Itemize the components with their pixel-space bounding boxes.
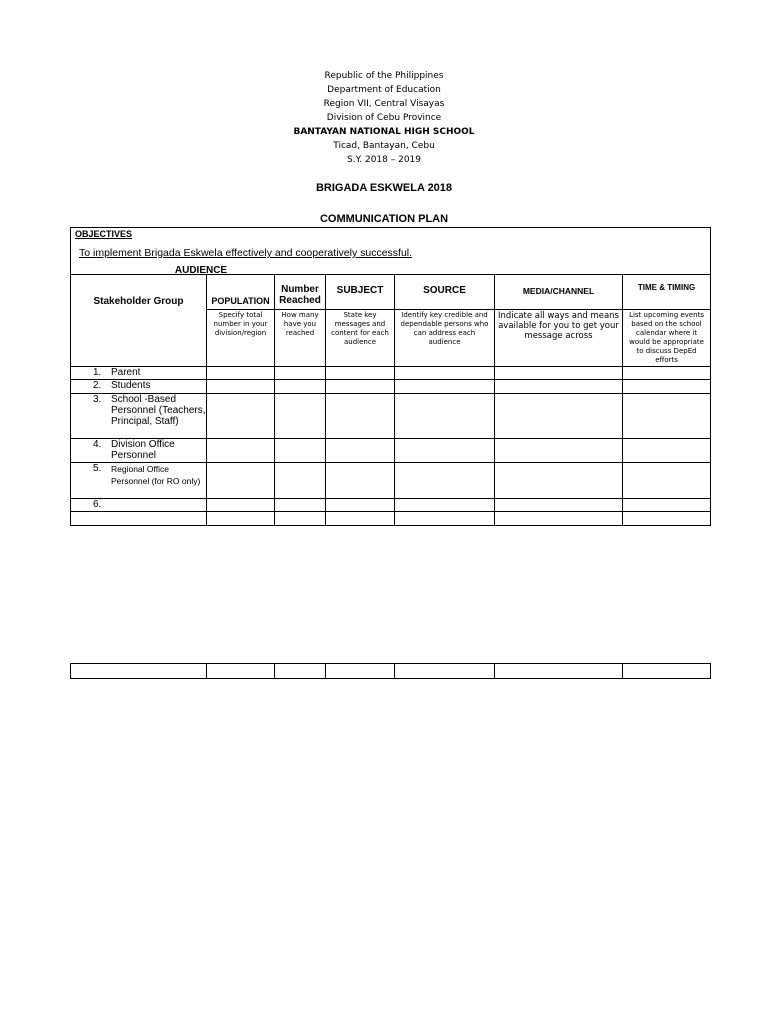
table-cell <box>326 512 395 526</box>
population-description-text: Specify total number in your division/region <box>213 311 268 337</box>
table-cell <box>275 367 326 380</box>
table-cell <box>623 463 711 499</box>
table-cell <box>495 394 623 439</box>
time-header-label: TIME & TIMING <box>637 283 696 292</box>
table-cell <box>495 380 623 394</box>
table-cell <box>275 664 326 679</box>
table-cell <box>623 394 711 439</box>
table-row <box>71 380 711 394</box>
media-description-text: Indicate all ways and means available for you to get your message across <box>498 311 619 341</box>
row-label <box>71 439 206 461</box>
media-header <box>495 275 623 310</box>
table-cell <box>207 499 275 512</box>
table-cell <box>395 512 495 526</box>
table-cell <box>71 512 207 526</box>
table-cell <box>623 664 711 679</box>
table-cell <box>207 512 275 526</box>
table-cell <box>275 380 326 394</box>
subject-header-label: SUBJECT <box>336 285 384 296</box>
table-cell <box>207 439 275 463</box>
continuation-table <box>70 663 711 679</box>
subject-header <box>326 275 395 310</box>
table-row <box>71 512 711 526</box>
row-label-cell <box>71 367 207 380</box>
table-cell <box>275 463 326 499</box>
header-department: Department of Education <box>327 85 441 95</box>
table-row <box>71 463 711 499</box>
row-number: 2. <box>93 380 102 391</box>
table-cell <box>395 394 495 439</box>
row-label-text: Regional Office Personnel (for RO only) <box>111 464 201 486</box>
table-cell <box>623 380 711 394</box>
table-cell <box>623 512 711 526</box>
row-number: 5. <box>93 463 102 474</box>
row-label-cell <box>71 394 207 439</box>
table-cell <box>326 367 395 380</box>
number-reached-description <box>275 310 326 367</box>
header-region: Region VII, Central Visayas <box>323 99 445 109</box>
table-cell <box>395 380 495 394</box>
row-label <box>71 367 206 378</box>
table-cell <box>326 499 395 512</box>
table-cell <box>495 463 623 499</box>
table-cell <box>326 463 395 499</box>
number-reached-header-label: Number Reached <box>279 284 321 306</box>
row-label-text: Parent <box>111 367 141 378</box>
table-cell <box>326 664 395 679</box>
table-cell <box>207 463 275 499</box>
row-number: 4. <box>93 439 102 450</box>
row-number: 1. <box>93 367 102 378</box>
table-cell <box>326 439 395 463</box>
audience-label: AUDIENCE <box>174 265 228 276</box>
number-reached-header <box>275 275 326 310</box>
table-cell <box>71 664 207 679</box>
time-description-text: List upcoming events based on the school calendar where it would be appropriate to discuss DepEd efforts <box>629 311 704 364</box>
table-row <box>71 367 711 380</box>
document-subtitle: COMMUNICATION PLAN <box>319 213 449 225</box>
source-header <box>395 275 495 310</box>
row-label-cell <box>71 499 207 512</box>
table-cell <box>275 439 326 463</box>
table-cell <box>395 367 495 380</box>
objectives-label: OBJECTIVES <box>75 229 133 239</box>
table-cell <box>207 367 275 380</box>
row-label-text: Division Office Personnel <box>111 439 175 461</box>
row-label-cell <box>71 380 207 394</box>
source-description <box>395 310 495 367</box>
stakeholder-header-cell <box>71 265 228 367</box>
table-cell <box>275 499 326 512</box>
header-address: Ticad, Bantayan, Cebu <box>333 141 435 151</box>
header-school-year: S.Y. 2018 – 2019 <box>347 155 421 165</box>
row-label <box>71 394 206 427</box>
row-label <box>71 380 206 391</box>
row-number: 6. <box>93 499 102 510</box>
row-label-cell <box>71 463 207 499</box>
table-cell <box>395 499 495 512</box>
population-header-label: POPULATION <box>211 296 270 306</box>
header-school-name: BANTAYAN NATIONAL HIGH SCHOOL <box>293 127 475 137</box>
row-label <box>71 499 206 510</box>
time-header <box>623 275 711 310</box>
table-row <box>71 394 711 439</box>
document-title: BRIGADA ESKWELA 2018 <box>315 182 453 194</box>
table-cell <box>495 367 623 380</box>
table-row <box>71 499 711 512</box>
table-cell <box>495 439 623 463</box>
row-label-cell <box>71 439 207 463</box>
header-republic: Republic of the Philippines <box>324 71 444 81</box>
table-cell <box>395 664 495 679</box>
row-label-text: School -Based Personnel (Teachers, Principal, Staff) <box>111 394 206 427</box>
source-header-label: SOURCE <box>423 285 466 296</box>
table-cell <box>207 394 275 439</box>
table-row <box>71 664 711 679</box>
stakeholder-group-label: Stakeholder Group <box>93 296 184 307</box>
table-cell <box>623 367 711 380</box>
population-description <box>207 310 275 367</box>
table-cell <box>495 512 623 526</box>
header-row <box>71 275 711 310</box>
row-label-text: Students <box>111 380 151 391</box>
row-label <box>71 463 206 487</box>
subject-description <box>326 310 395 367</box>
media-description <box>495 310 623 367</box>
communication-plan-table <box>70 227 711 526</box>
table-cell <box>495 499 623 512</box>
table-cell <box>207 380 275 394</box>
table-cell <box>275 394 326 439</box>
table-row <box>71 439 711 463</box>
time-description <box>623 310 711 367</box>
objectives-text: To implement Brigada Eskwela effectively and cooperatively successful. <box>79 247 413 259</box>
table-cell <box>326 380 395 394</box>
table-cell <box>623 439 711 463</box>
source-description-text: Identify key credible and dependable persons who can address each audience <box>400 311 489 346</box>
document-header <box>0 69 768 167</box>
subject-description-text: State key messages and content for each audience <box>331 311 389 346</box>
row-number: 3. <box>93 394 102 405</box>
table-cell <box>623 499 711 512</box>
table-cell <box>395 463 495 499</box>
number-reached-description-text: How many have you reached <box>281 311 319 337</box>
table-cell <box>495 664 623 679</box>
table-cell <box>207 664 275 679</box>
table-cell <box>275 512 326 526</box>
population-header <box>207 275 275 310</box>
header-division: Division of Cebu Province <box>326 113 442 123</box>
table-cell <box>326 394 395 439</box>
table-cell <box>395 439 495 463</box>
media-header-label: MEDIA/CHANNEL <box>522 286 595 296</box>
